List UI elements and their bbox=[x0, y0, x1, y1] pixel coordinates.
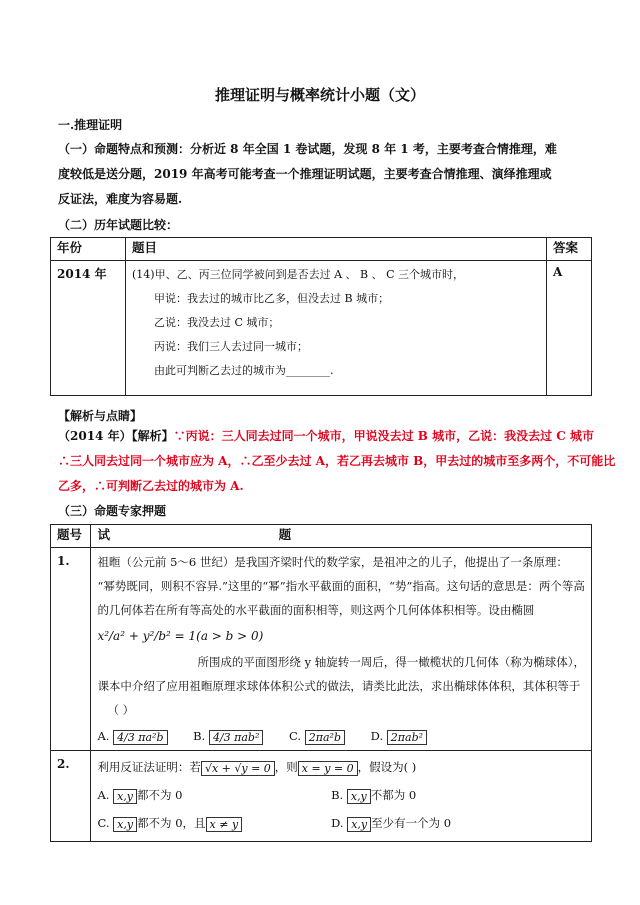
header-year: 年份 bbox=[51, 238, 126, 261]
option-label: A. bbox=[97, 788, 110, 802]
text-part: ，则 bbox=[274, 760, 298, 774]
header-number: 题号 bbox=[51, 525, 91, 548]
option-d bbox=[331, 809, 561, 837]
question-line: “幂势既同，则积不容异.”这里的“幂”指水平截面的面积，“势”指高。这句话的意思是：两个等高 bbox=[97, 579, 585, 593]
header-title-part: 题 bbox=[278, 527, 292, 542]
options-row bbox=[97, 781, 585, 809]
option-formula: x,y bbox=[347, 817, 371, 832]
header-answer: 答案 bbox=[547, 238, 592, 261]
text-part: ，假设为( ) bbox=[357, 760, 417, 774]
question-line: 甲说：我去过的城市比乙多，但没去过 B 城市； bbox=[154, 292, 390, 305]
options-row bbox=[97, 722, 585, 750]
option-a bbox=[97, 781, 327, 809]
option-c bbox=[289, 722, 345, 750]
text-part: 利用反证法证明：若 bbox=[97, 760, 201, 774]
question-line bbox=[97, 753, 585, 781]
option-label: D. bbox=[370, 729, 384, 743]
header-title bbox=[91, 525, 592, 548]
question-line: 课本中介绍了应用祖暅原理求球体体积公式的做法，请类比此法，求出椭球体体积，其体积等于 bbox=[97, 679, 581, 693]
option-formula: x,y bbox=[113, 789, 137, 804]
analysis-line: 乙多，∴可判断乙去过的城市为 A. bbox=[58, 479, 244, 493]
analysis-line: ∴三人同去过同一个城市应为 A，∴乙至少去过 A，若乙再去城市 B，甲去过的城市至多两个，不可能比 bbox=[58, 454, 616, 468]
section-heading: 一.推理证明 bbox=[58, 118, 123, 132]
option-text: 都不为 0，且 bbox=[137, 816, 206, 830]
ellipse-formula bbox=[97, 622, 585, 650]
question-number: 2. bbox=[51, 751, 91, 842]
paragraph-line: （一）命题特点和预测：分析近 8 年全国 1 卷试题，发现 8 年 1 考，主要考查合情推理，难 bbox=[58, 142, 557, 156]
option-label: C. bbox=[97, 816, 110, 830]
table-header-row bbox=[51, 525, 592, 548]
history-table bbox=[50, 237, 592, 396]
answer-cell: A bbox=[547, 261, 592, 396]
option-label: C. bbox=[289, 729, 302, 743]
question-line: 的几何体若在所有等高处的水平截面的面积相等，则这两个几何体体积相等。设由椭圆 bbox=[97, 603, 535, 617]
answer-paren: （ ） bbox=[107, 703, 135, 717]
option-formula: x ≠ y bbox=[206, 817, 243, 832]
option-text: 至少有一个为 0 bbox=[371, 816, 452, 830]
prediction-table bbox=[50, 524, 592, 842]
option-text: 不都为 0 bbox=[370, 788, 417, 802]
analysis-text: ∵丙说：三人同去过同一个城市，甲说没去过 B 城市，乙说：我没去过 C 城市 bbox=[173, 429, 594, 443]
option-d bbox=[371, 722, 427, 750]
option-text: 都不为 0 bbox=[136, 788, 183, 802]
question-line: 乙说：我没去过 C 城市； bbox=[154, 316, 280, 329]
header-title-part: 试 bbox=[97, 527, 110, 542]
header-question: 题目 bbox=[126, 238, 547, 261]
subsection-heading: （三）命题专家押题 bbox=[58, 504, 167, 518]
formula-text: x²/a² + y²/b² = 1(a > b > 0) bbox=[97, 629, 264, 643]
page-title: 推理证明与概率统计小题（文） bbox=[214, 86, 425, 104]
question-cell bbox=[126, 261, 547, 396]
option-formula: 4/3 πab² bbox=[209, 730, 263, 745]
option-b bbox=[331, 781, 561, 809]
option-label: A. bbox=[97, 729, 110, 743]
table-row bbox=[51, 751, 592, 842]
question-line: (14)甲、乙、丙三位同学被问到是否去过 A 、 B 、 C 三个城市时， bbox=[132, 268, 465, 281]
subsection-heading: （二）历年试题比较： bbox=[58, 218, 179, 232]
question-line: 所围成的平面图形绕 y 轴旋转一周后，得一橄榄状的几何体（称为椭球体）， bbox=[197, 655, 585, 669]
option-label: B. bbox=[193, 729, 206, 743]
question-line: 丙说：我们三人去过同一城市； bbox=[154, 340, 308, 353]
paragraph-line: 反证法，难度为容易题. bbox=[58, 192, 183, 206]
question-number: 1. bbox=[51, 548, 91, 751]
year-cell: 2014 年 bbox=[51, 261, 126, 396]
option-formula: 2πab² bbox=[387, 730, 427, 745]
option-formula: x,y bbox=[347, 789, 371, 804]
paragraph-line: 度较低是送分题，2019 年高考可能考查一个推理证明试题，主要考查合情推理、演绎推理或 bbox=[58, 167, 552, 181]
option-formula: x,y bbox=[113, 817, 137, 832]
analysis-prefix: （2014 年）【解析】 bbox=[58, 429, 174, 443]
table-row bbox=[51, 261, 592, 396]
question-line: 祖暅（公元前 5～6 世纪）是我国齐梁时代的数学家，是祖冲之的儿子，他提出了一条原理： bbox=[97, 555, 568, 569]
question-line: 由此可判断乙去过的城市为________. bbox=[154, 364, 334, 377]
analysis-heading: 【解析与点睛】 bbox=[58, 409, 143, 423]
option-c bbox=[97, 809, 327, 837]
question-cell bbox=[91, 548, 592, 751]
table-header-row bbox=[51, 238, 592, 261]
question-cell bbox=[91, 751, 592, 842]
option-label: D. bbox=[331, 816, 344, 830]
option-formula: 2πa²b bbox=[305, 730, 345, 745]
option-b bbox=[193, 722, 263, 750]
option-label: B. bbox=[331, 788, 344, 802]
option-formula: 4/3 πa²b bbox=[113, 730, 167, 745]
analysis-line bbox=[58, 428, 594, 444]
condition-formula: √x + √y = 0 bbox=[201, 761, 275, 776]
option-a bbox=[97, 722, 167, 750]
table-row bbox=[51, 548, 592, 751]
options-row bbox=[97, 809, 585, 837]
conclusion-formula: x = y = 0 bbox=[298, 761, 358, 776]
